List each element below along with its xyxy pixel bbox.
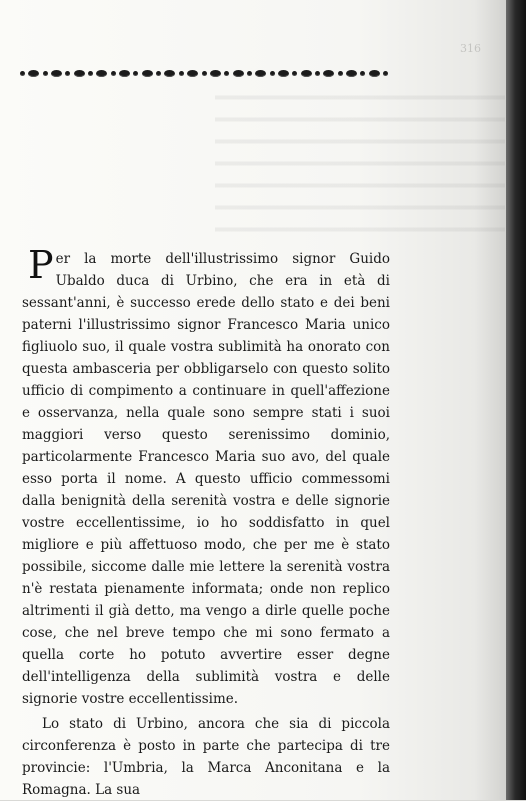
paragraph-2: Lo stato di Urbino, ancora che sia di piccola circonferenza è posto in parte che partecipa di tre provincie: l'Umbria, la Marca Anconitana e la Romagna. La sua [22,716,390,798]
book-spine-edge [506,0,526,800]
ornamental-divider [20,67,388,79]
drop-cap: P [28,243,54,287]
paragraph-1 [22,243,390,710]
body-text [22,243,390,801]
page-number: 316 [460,42,481,55]
bleed-through-text [215,85,505,235]
paragraph-1-text: er la morte dell'illustrissimo signor Guido Ubaldo duca di Urbino, che era in età di sessant'anni, è successo erede dello stato e dei beni paterni l'illustrissimo signor Francesco Maria unico figliuolo suo, il quale vostra sublimità ha onorato con questa ambasceria per obbligarselo con questo solito ufficio di compimento a continuare in quell'affezione e osservanza, nella quale sono sempre stati i suoi maggiori verso questo serenissimo dominio, particolarmente Francesco Maria suo avo, del quale esso porta il nome. A questo ufficio commessomi dalla benignità della serenità vostra e delle signorie vostre eccellentissime, io ho soddisfatto in quel migliore e più affettuoso modo, che per me è stato possibile, siccome dalle mie lettere la serenità vostra n'è restata pienamente informata; onde non replico altrimenti il già detto, ma vengo a dirle quelle poche cose, che nel breve tempo che mi sono fermato a quella corte ho potuto avvertire esser degne dell'intelligenza della sublimità vostra e delle signorie vostre eccellentissime. [22,251,390,707]
